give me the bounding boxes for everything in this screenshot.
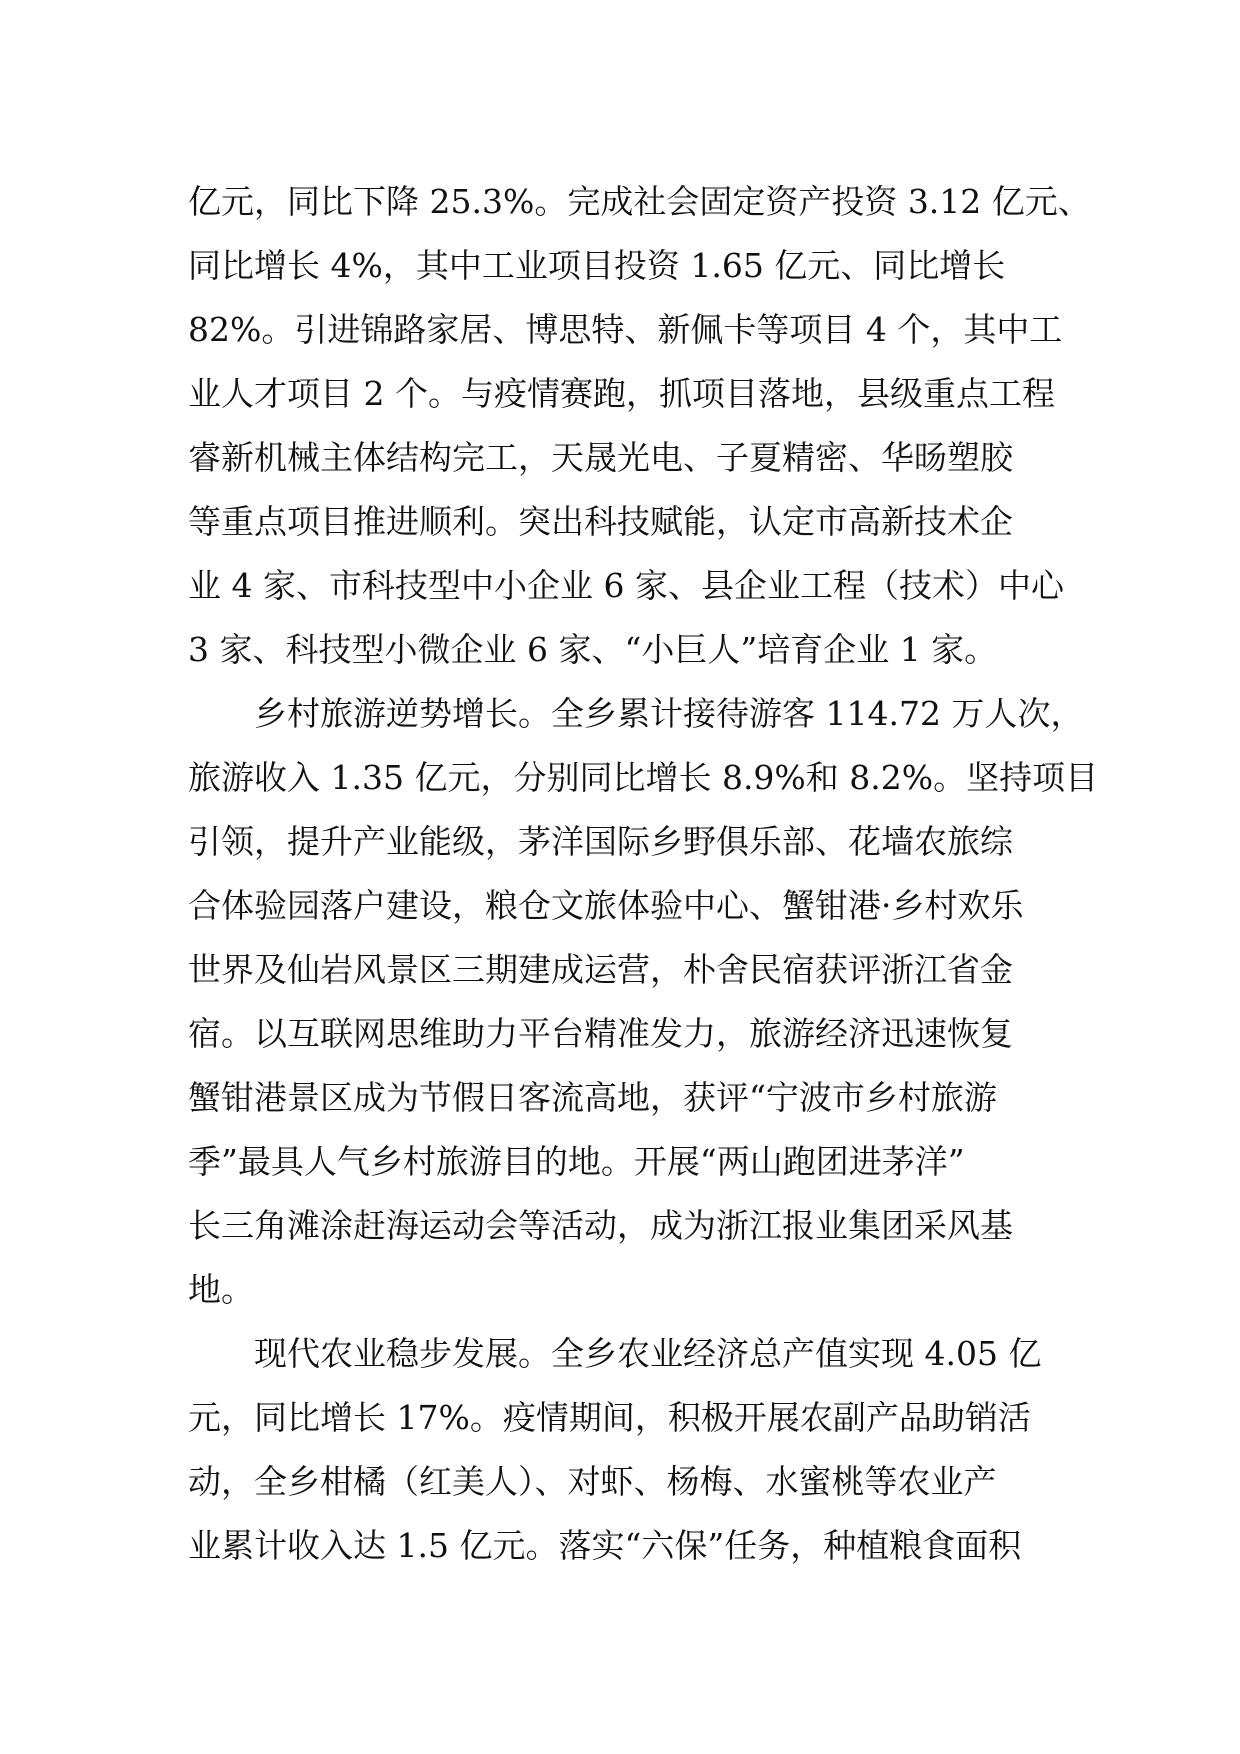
text-line: 同比增长 4%，其中工业项目投资 1.65 亿元、同比增长 [188, 246, 1006, 285]
text-line: 业累计收入达 1.5 亿元。落实“六保”任务，种植粮食面积 [188, 1526, 1022, 1565]
paragraph-modern-agriculture [188, 1322, 1088, 1578]
text-line: 亿元，同比下降 25.3%。完成社会固定资产投资 3.12 亿元、 [188, 182, 1091, 221]
text-line: 世界及仙岩风景区三期建成运营，朴舍民宿获评浙江省金 [188, 950, 1013, 989]
text-line: 长三角滩涂赶海运动会等活动，成为浙江报业集团采风基 [188, 1206, 1013, 1245]
text-line: 睿新机械主体结构完工，天晟光电、子夏精密、华旸塑胶 [188, 438, 1013, 477]
paragraph-investment [188, 170, 1091, 682]
text-line: 业人才项目 2 个。与疫情赛跑，抓项目落地，县级重点工程 [188, 374, 1055, 413]
text-line: 元，同比增长 17%。疫情期间，积极开展农副产品助销活 [188, 1398, 1031, 1437]
text-line: 3 家、科技型小微企业 6 家、“小巨人”培育企业 1 家。 [188, 630, 998, 669]
text-line: 业 4 家、市科技型中小企业 6 家、县企业工程（技术）中心 [188, 566, 1064, 605]
text-line: 乡村旅游逆势增长。全乡累计接待游客 114.72 万人次， [188, 694, 1084, 733]
body-text [188, 170, 1099, 1578]
text-line: 等重点项目推进顺利。突出科技赋能，认定市高新技术企 [188, 502, 1013, 541]
text-line: 宿。以互联网思维助力平台精准发力，旅游经济迅速恢复 [188, 1014, 1013, 1053]
text-line: 引领，提升产业能级，茅洋国际乡野俱乐部、花墙农旅综 [188, 822, 1013, 861]
text-line: 合体验园落户建设，粮仓文旅体验中心、蟹钳港·乡村欢乐 [188, 886, 1024, 925]
text-line: 蟹钳港景区成为节假日客流高地，获评“宁波市乡村旅游 [188, 1078, 997, 1117]
text-line: 地。 [188, 1270, 254, 1309]
text-line: 旅游收入 1.35 亿元，分别同比增长 8.9%和 8.2%。坚持项目 [188, 758, 1099, 797]
text-line: 82%。引进锦路家居、博思特、新佩卡等项目 4 个，其中工 [188, 310, 1063, 349]
text-line: 动，全乡柑橘（红美人）、对虾、杨梅、水蜜桃等农业产 [188, 1462, 997, 1501]
text-line: 现代农业稳步发展。全乡农业经济总产值实现 4.05 亿 [188, 1334, 1042, 1373]
text-line: 季”最具人气乡村旅游目的地。开展“两山跑团进茅洋” [188, 1142, 965, 1181]
paragraph-rural-tourism [188, 682, 1099, 1322]
